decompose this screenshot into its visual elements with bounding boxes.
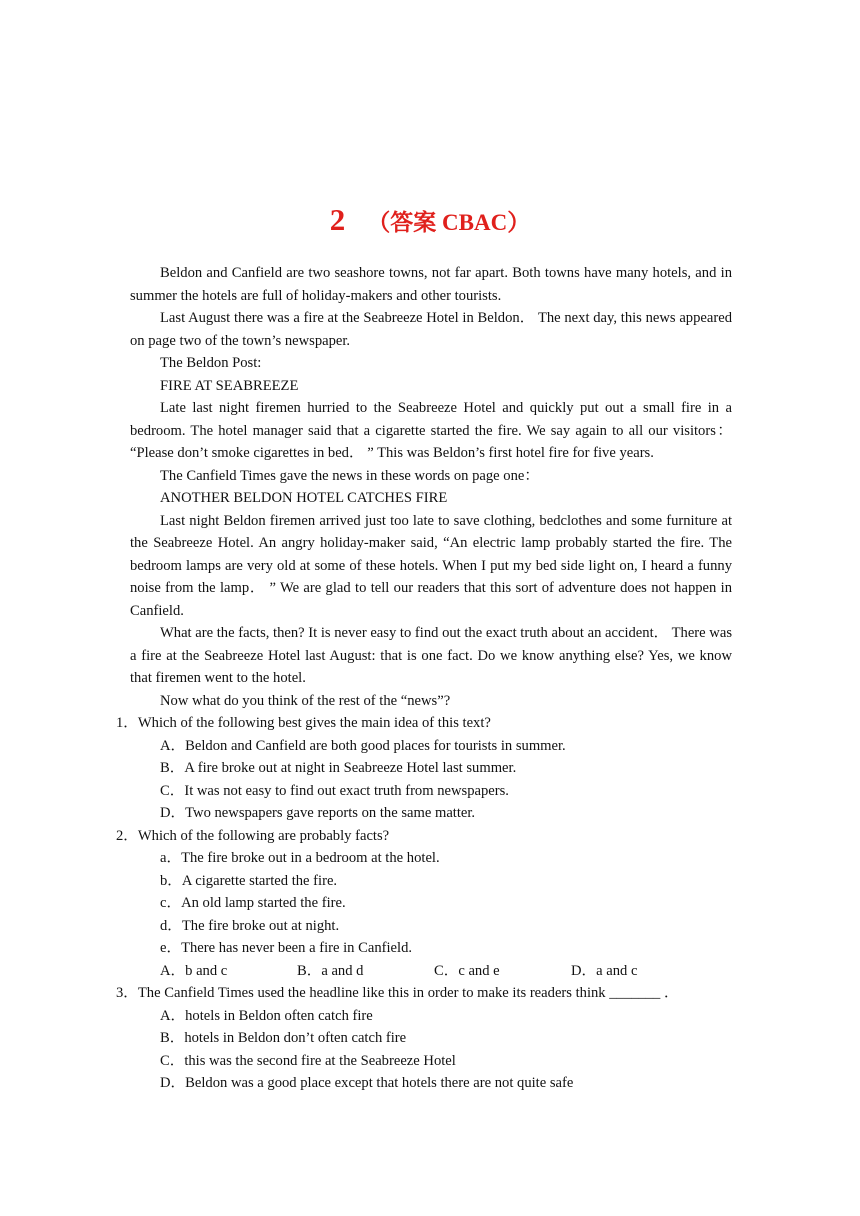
question-3 [116,982,732,1095]
option-c: C．It was not easy to find out exact truth from newspapers. [160,782,509,799]
option-a: A．hotels in Beldon often catch fire [160,1007,373,1024]
question-stem: 3．The Canfield Times used the headline like this in order to make its readers think _______ ． [116,985,679,1001]
passage-paragraph-9: What are the facts, then? It is never easy to find out the exact truth about an accident． There was a fire at the Seabreeze Hotel last August: that is one fact. Do we know anything else? Yes, we know that firemen went to the hotel. [130,625,732,686]
passage-paragraph-8: Last night Beldon firemen arrived just too late to save clothing, bedclothes and some furniture at the Seabreeze Hotel. An angry holiday-maker said, “An electric lamp probably started the fire. The bedroom lamps are very old at some of these hotels. When I put my bed side light on, I heard a funny noise from the lamp． ” We are glad to tell our readers that this sort of adventure does not happen in Canfield. [130,512,732,619]
headline-beldon-post: FIRE AT SEABREEZE [160,377,299,394]
option-b: B．hotels in Beldon don’t often catch fire [160,1030,407,1046]
headline-canfield-times: ANOTHER BELDON HOTEL CATCHES FIRE [160,490,448,506]
option-d: D．Two newspapers gave reports on the same matter. [160,805,476,821]
page-title [0,196,860,250]
passage-paragraph-2: Last August there was a fire at the Seabreeze Hotel in Beldon． The next day, this news appeared on page two of the town’s newspaper. [130,310,732,349]
option-c: C．this was the second fire at the Seabreeze Hotel [160,1052,456,1069]
option-a: A．b and c [160,962,228,979]
question-2 [116,825,732,983]
option-a: A．Beldon and Canfield are both good places for tourists in summer. [160,737,566,754]
option-d: D．Beldon was a good place except that hotels there are not quite safe [160,1075,574,1091]
passage-paragraph-1: Beldon and Canfield are two seashore towns, not far apart. Both towns have many hotels, and in summer the hotels are full of holiday-makers and other tourists. [130,265,732,304]
exercise-number: 2 [329,202,346,237]
statement-c: c．An old lamp started the fire. [160,895,346,911]
newspaper-intro-canfield-times: The Canfield Times gave the news in these words on page one： [160,467,539,484]
statement-b: b．A cigarette started the fire. [160,872,338,889]
options-row [130,960,732,983]
option-b: B．A fire broke out at night in Seabreeze Hotel last summer. [160,760,517,776]
document-body [116,262,732,1095]
statement-a: a．The fire broke out in a bedroom at the hotel. [160,850,440,866]
question-stem: 1．Which of the following best gives the main idea of this text? [116,715,491,731]
question-1 [116,712,732,825]
newspaper-name-beldon-post: The Beldon Post: [160,355,262,371]
statement-d: d．The fire broke out at night. [160,917,340,934]
answer-key: （答案 CBAC） [367,210,531,235]
option-c: C．c and e [434,962,500,979]
question-stem: 2．Which of the following are probably facts? [116,827,390,844]
passage-paragraph-5: Late last night firemen hurried to the Seabreeze Hotel and quickly put out a small fire in a bedroom. The hotel manager said that a cigarette started the fire. We say again to all our visitors： “Please don’t smoke cigarettes in bed． ” This was Beldon’s first hotel fire for five years. [130,400,732,461]
option-b: B．a and d [297,962,364,979]
passage-paragraph-10: Now what do you think of the rest of the “news”? [160,692,451,709]
option-d: D．a and c [571,962,638,979]
statement-e: e．There has never been a fire in Canfield. [160,940,413,956]
